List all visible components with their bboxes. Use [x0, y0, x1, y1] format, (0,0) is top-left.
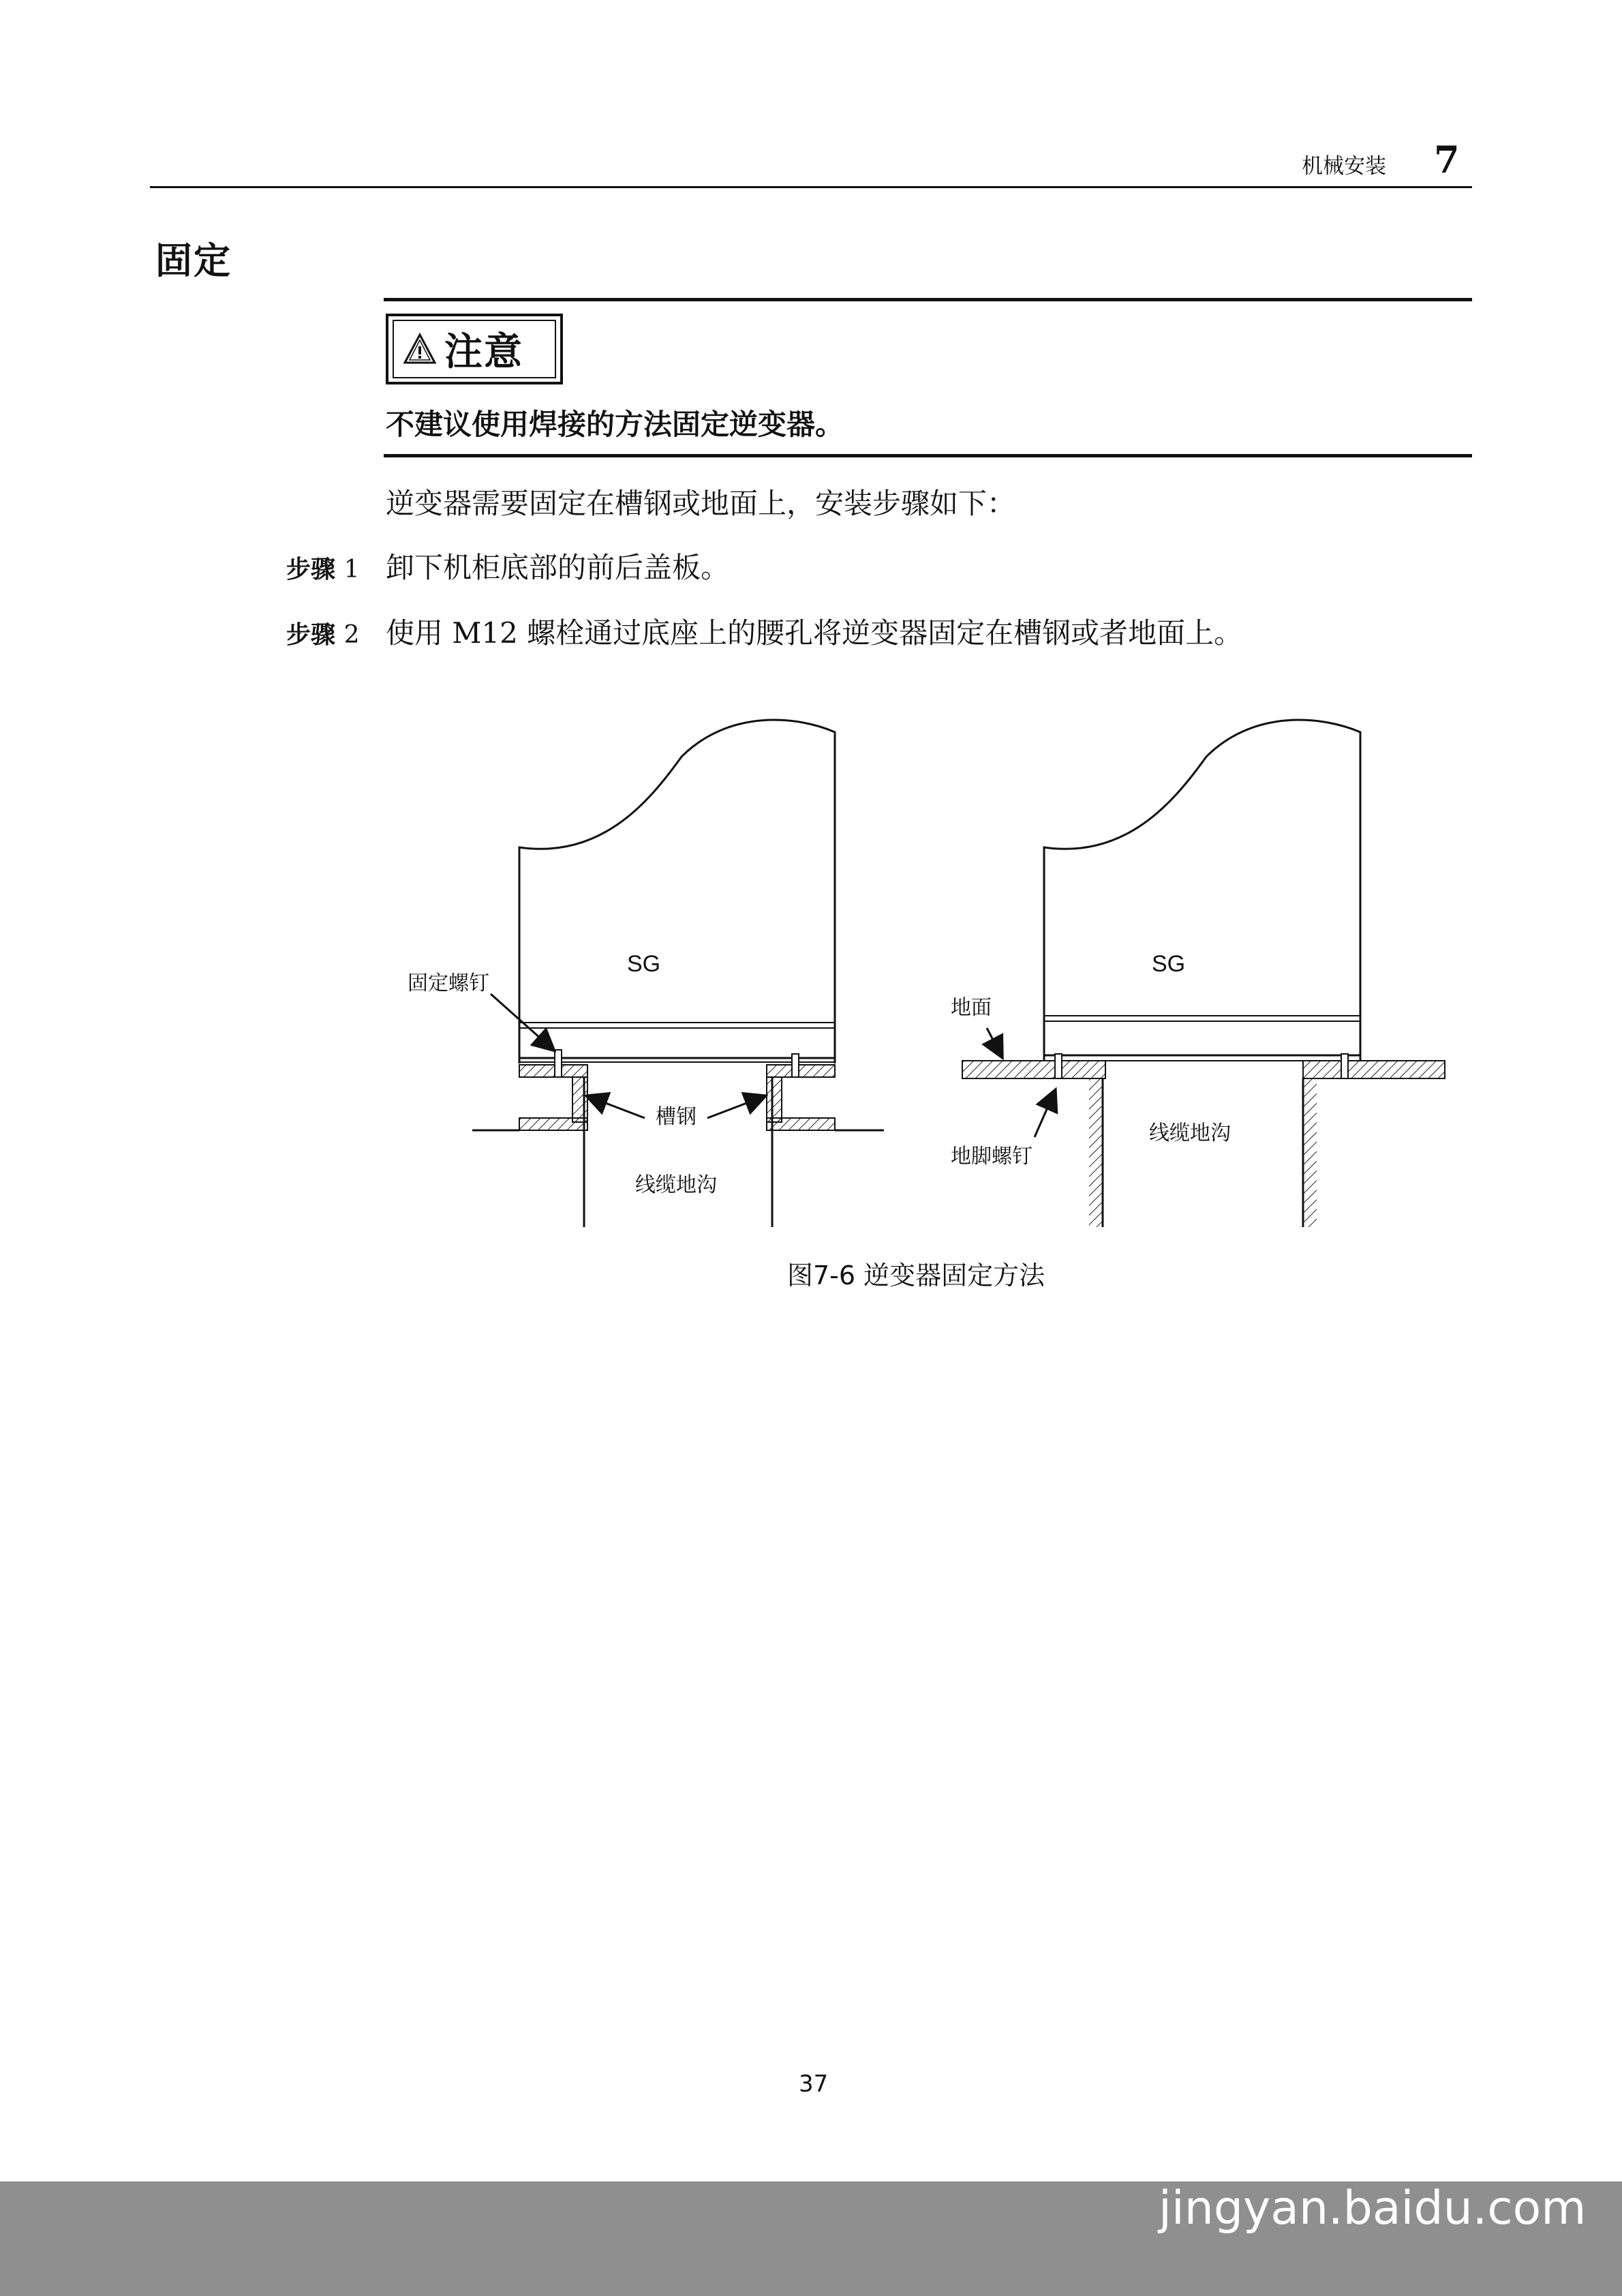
watermark-logo: Baidu经验	[1159, 2077, 1594, 2172]
left-channel-foot-right	[767, 1118, 835, 1130]
step-2-label-word: 步骤	[286, 621, 336, 649]
left-channel-label: 槽钢	[656, 1105, 697, 1129]
left-cabinet-label: SG	[627, 951, 661, 977]
section-heading: 固定	[155, 239, 232, 282]
left-cabinet-outline	[519, 720, 835, 1063]
step-1-number: 1	[343, 556, 360, 584]
right-drawing	[951, 720, 1445, 1227]
intro-text: 逆变器需要固定在槽钢或地面上，安装步骤如下：	[386, 487, 1016, 520]
step-2-number: 2	[343, 621, 360, 649]
watermark-url: jingyan.baidu.com	[1159, 2181, 1587, 2235]
right-cabinet-label: SG	[1152, 951, 1186, 977]
step-2-text: 使用 M12 螺栓通过底座上的腰孔将逆变器固定在槽钢或者地面上。	[386, 616, 1243, 650]
left-channel-flange-left	[519, 1065, 587, 1077]
right-trench-label: 线缆地沟	[1149, 1121, 1231, 1145]
step-1-text: 卸下机柜底部的前后盖板。	[386, 551, 730, 584]
left-channel-foot-left	[519, 1118, 587, 1130]
left-bolt-left	[555, 1050, 562, 1077]
figure-caption: 图7-6 逆变器固定方法	[787, 1260, 1045, 1290]
right-bolt-left	[1055, 1054, 1062, 1078]
left-channel-web-right	[767, 1077, 782, 1122]
left-bolt-right	[792, 1054, 799, 1077]
right-ground-left	[962, 1061, 1105, 1078]
page-number: 37	[799, 2070, 829, 2098]
notice-text: 不建议使用焊接的方法固定逆变器。	[386, 408, 844, 441]
right-bolt-right	[1341, 1054, 1348, 1078]
header-chapter-title: 机械安装	[1302, 154, 1386, 179]
right-trench-wall-left	[1089, 1078, 1103, 1227]
left-channel-web-left	[572, 1077, 587, 1122]
right-trench-wall-right	[1303, 1078, 1317, 1227]
right-bolt-label: 地脚螺钉	[951, 1145, 1032, 1168]
left-bolt-label: 固定螺钉	[408, 971, 489, 995]
notice-label: 注意	[444, 330, 523, 374]
left-drawing	[408, 720, 884, 1227]
right-ground-label: 地面	[951, 996, 992, 1020]
left-channel-flange-right	[767, 1065, 835, 1077]
step-1-label-word: 步骤	[286, 556, 336, 584]
right-cabinet-outline	[1044, 720, 1360, 1061]
right-ground-right	[1303, 1061, 1445, 1078]
header-chapter-number: 7	[1434, 138, 1460, 181]
left-trench-label: 线缆地沟	[635, 1173, 717, 1197]
